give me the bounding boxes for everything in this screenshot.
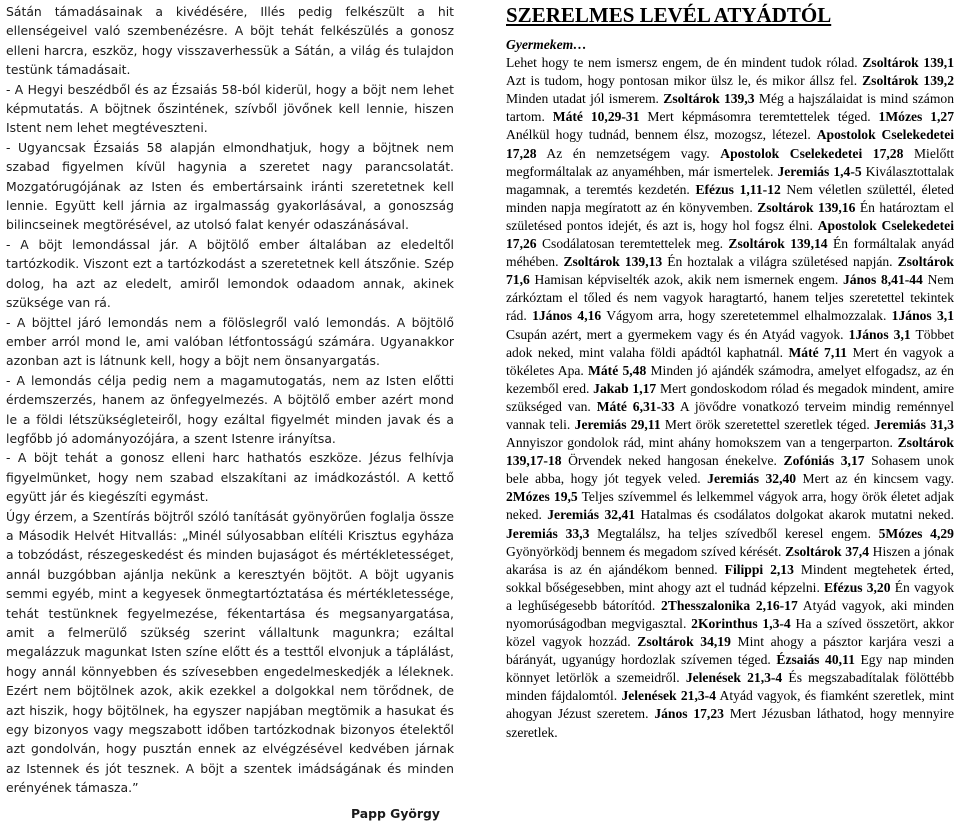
article-paragraph: - A böjttel járó lemondás nem a fölöslegről való lemondás. A böjtölő ember arról mond le, ami valóban létfontosságú számára. Ugyanakkor azonban azt is látnunk kell, hogy a böjt nem önsanyargatás. — [6, 314, 454, 369]
scripture-reference: Jeremiás 1,4-5 — [777, 163, 862, 179]
scripture-reference: 2Mózes 19,5 — [506, 489, 578, 505]
left-column-article — [6, 2, 454, 823]
letter-title: SZERELMES LEVÉL ATYÁDTÓL — [506, 3, 832, 27]
scripture-reference: Apostolok Cselekedetei 17,28 — [506, 127, 954, 161]
letter-text: Mert örök szeretettel szeretlek téged. — [660, 416, 875, 432]
scripture-reference: 1János 3,1 — [891, 308, 955, 324]
letter-text: Nem zárkóztam el tőled és nem vagyok haragtartó, hanem teljes szeretettel tekintek rád. — [506, 272, 954, 324]
letter-text: Hamisan képviselték azok, akik nem ismernek engem. — [529, 272, 843, 288]
letter-text: Hatalmas és csodálatos dolgokat akarok mutatni neked. — [635, 507, 954, 523]
letter-text: Minden jó ajándék számodra, amelyet elfogadsz, az én kezemből ered. — [506, 362, 954, 396]
letter-text: Teljes szívemmel és lelkemmel vágyok arra, hogy örök életet adjak neked. — [506, 489, 954, 523]
scripture-reference: Filippi 2,13 — [724, 561, 794, 577]
letter-text: Lehet hogy te nem ismersz engem, de én mindent tudok rólad. — [506, 55, 863, 71]
scripture-reference: Zsoltárok 37,4 — [785, 543, 869, 559]
letter-text: Egy nap minden könnyet letörlök a szemeidről. — [506, 652, 954, 686]
letter-text: Nem véletlen születtél, életed minden napja megíratott az én könyvemben. — [506, 181, 954, 215]
letter-text: Mielőtt megformáltalak az anyaméhben, már ismertelek. — [506, 145, 954, 179]
letter-text: Az én nemzetségem vagy. — [536, 145, 721, 161]
scripture-reference: Zsoltárok 139,17-18 — [506, 435, 954, 469]
scripture-reference: Efézus 3,20 — [824, 579, 891, 595]
scripture-reference: János 17,23 — [654, 706, 724, 722]
scripture-reference: Máté 6,31-33 — [596, 398, 675, 414]
scripture-reference: Zsoltárok 139,13 — [563, 254, 663, 270]
scripture-reference: Zsoltárok 139,2 — [862, 73, 954, 89]
letter-text: Csodálatosan teremtettelek meg. — [536, 236, 729, 252]
letter-text: A jövődre vonatkozó terveim mindig reménnyel vannak teli. — [506, 398, 954, 432]
letter-text: Mert képmásomra teremtettelek téged. — [639, 109, 879, 125]
letter-text: Hiszen a jónak akarása is az én ajándékom benned. — [506, 543, 955, 577]
scripture-reference: 2Thesszalonika 2,16-17 — [661, 597, 798, 613]
letter-text: Mert az én kincsem vagy. — [796, 471, 954, 487]
letter-text: Örvendek neked hangosan énekelve. — [561, 453, 784, 469]
scripture-reference: Zsoltárok 71,6 — [506, 254, 954, 288]
scripture-reference: Máté 7,11 — [788, 344, 848, 360]
scripture-reference: Zsoltárok 139,1 — [862, 55, 954, 71]
scripture-reference: Jeremiás 33,3 — [506, 525, 590, 541]
article-paragraph: Úgy érzem, a Szentírás böjtről szóló tanítását gyönyörűen foglalja össze a Második Helvét Hitvallás: „Minél súlyosabban elítéli Krisztus egyháza a tobzódást, részegeskedést és minden bujaságot és mértékletességet, annál buzgóbban ajánlja nekünk a keresztyén böjtöt. A böjt ugyanis semmi egyéb, mint a kegyesek önmegtartóztatása és mértékletessége, tehát testünknek fegyelmezése, fékentartása és megsanyargatása, amit a felmerülő szükség szerint vállaltunk magunkra; ezáltal megalázzuk magunkat Isten színe előtt és a testtől elvonjuk a táplálást, hogy annál könnyebben és szívesebben engedelmeskedjék a léleknek. Ezért nem böjtölnek azok, akik ezekkel a dolgokkal nem törődnek, de azt hiszik, hogy böjtölnek, ha egyszer napjában megtömik a hasukat és egy bizonyos vagy megszabott időben tartózkodnak bizonyos ételektől azt gondolván, hogy pusztán ennek az elvégzésével kedvében járnak az Istennek és jót tesznek. A böjt a szentek imádságának és minden erényének támasza.” — [6, 508, 454, 796]
scripture-reference: Apostolok Cselekedetei 17,26 — [506, 217, 954, 252]
scripture-reference: Zsoltárok 139,14 — [728, 236, 828, 252]
scripture-reference: Efézus 1,11-12 — [695, 181, 781, 197]
scripture-reference: Jelenések 21,3-4 — [685, 670, 783, 686]
letter-text: Én vagyok a leghűségesebb bátorítód. — [506, 579, 954, 613]
letter-text: Anélkül hogy tudnád, bennem élsz, mozogsz, létezel. — [506, 127, 817, 143]
scripture-reference: Máté 5,48 — [588, 362, 647, 378]
article-paragraph: - Ugyancsak Ézsaiás 58 alapján elmondhatjuk, hogy a böjtnek nem szabad figyelmen kívül hagynia a szeretet nagy parancsolatát. Mozgatórugójának az Isten és embertársaink iránti szeretetnek kell lennie. Együtt kell járnia az irgalmasság gyakorlásával, a gonoszság bilincseinek megtörésével, az utolsó falat kenyér odaszánásával. — [6, 139, 454, 233]
letter-text: Annyiszor gondolok rád, mint ahány homokszem van a tengerparton. — [506, 435, 898, 451]
letter-text: Még a hajszálaidat is mind számon tartom. — [506, 91, 955, 125]
article-paragraph: - A böjt tehát a gonosz elleni harc hathatós eszköze. Jézus felhívja figyelmünket, hogy nem szabad elszakítani az imádkozástól. A kettő együtt jár és kiegészíti egymást. — [6, 450, 454, 505]
scripture-reference: Apostolok Cselekedetei 17,28 — [720, 145, 904, 161]
letter-text: Atyád vagyok, aki minden nyomorúságodban megvigasztal. — [506, 597, 954, 631]
letter-text: Azt is tudom, hogy pontosan mikor ülsz le, és mikor állsz fel. — [506, 73, 863, 89]
scripture-reference: 5Mózes 4,29 — [878, 525, 954, 541]
letter-text: Mert gondoskodom rólad és megadok mindent, amire szükséged van. — [506, 380, 954, 414]
scripture-reference: 1János 4,16 — [532, 308, 602, 324]
letter-text: Csupán azért, mert a gyermekem vagy és én Atyád vagyok. — [506, 326, 849, 342]
letter-text: Megtalálsz, ha teljes szívedből keresel engem. — [589, 525, 879, 541]
article-paragraph: - A lemondás célja pedig nem a magamutogatás, nem az Isten előtti érdemszerzés, hanem az önfegyelmezés. A böjtölő ember azért mond le a földi létszükségleteiről, hogy ezáltal figyelmét minden javak és a legfőbb jó adományozójára, a szent Istenre irányítsa. — [6, 372, 454, 446]
scripture-reference: Jakab 1,17 — [593, 380, 657, 396]
letter-text: Sohasem unok bele abba, hogy jót tegyek veled. — [506, 453, 954, 487]
letter-text: Vágyom arra, hogy szeretetemmel elhalmozzalak. — [601, 308, 892, 324]
scripture-reference: János 8,41-44 — [843, 272, 923, 288]
scripture-reference: Jeremiás 29,11 — [574, 416, 661, 432]
letter-text: Gyönyörködj bennem és megadom szíved kérését. — [506, 543, 786, 559]
article-paragraph: - A böjt lemondással jár. A böjtölő ember általában az eledeltől tartózkodik. Viszont ezt a tartózkodást a szeretetnek kell átszőnie. Szép dolog, ha azt az eledelt, amiről lemondok odaadom annak, akinek szüksége van rá. — [6, 236, 454, 311]
letter-text: Mert Jézusban láthatod, hogy mennyire szeretlek. — [506, 706, 955, 740]
scripture-reference: 1János 3,1 — [848, 326, 911, 342]
article-paragraph: Sátán támadásainak a kivédésére, Illés pedig felkészült a hit ellenségeivel való szembenézésre. A böjt tehát felkészülés a gonosz elleni harcra, eszköz, hogy visszaverhessük a Sátán, a világ és tulajdon testünk támadásait. — [6, 4, 454, 78]
article-body — [6, 2, 454, 798]
scripture-reference: Máté 10,29-31 — [552, 109, 640, 125]
article-paragraph: - A Hegyi beszédből és az Ézsaiás 58-ból kiderül, hogy a böjt nem lehet képmutatás. A böjtnek őszintének, szívből jövőnek kell lennie, hiszen Istent nem lehet megtéveszteni. — [6, 81, 454, 136]
scripture-reference: Zsoltárok 139,16 — [757, 199, 856, 215]
letter-text: Mert én vagyok a tökéletes Apa. — [506, 344, 955, 378]
scripture-reference: Ézsaiás 40,11 — [776, 652, 855, 668]
letter-text: Én hoztalak a világra születésed napján. — [662, 254, 898, 270]
letter-greeting: Gyermekem… — [506, 37, 587, 52]
letter-text: És megszabadítalak fölöttébb minden fájdalomtól. — [506, 670, 954, 704]
letter-text: Ha a szíved összetört, akkor közel vagyok hozzád. — [506, 616, 954, 650]
letter-text: Én formáltalak anyád méhében. — [506, 236, 955, 270]
scripture-reference: Zsoltárok 34,19 — [637, 634, 731, 650]
scripture-reference: Jelenések 21,3-4 — [621, 688, 716, 704]
scripture-reference: Jeremiás 32,40 — [707, 471, 797, 487]
letter-text: Többet adok neked, mint valaha földi apádtól kaphatnál. — [506, 326, 954, 360]
letter-text: Minden utadat jól ismerem. — [506, 91, 664, 107]
right-column-letter — [506, 2, 954, 742]
letter-text: Atyád vagyok, és fiamként szeretlek, mint ahogyan Jézust szeretem. — [506, 688, 954, 722]
scripture-reference: Zsoltárok 139,3 — [663, 91, 755, 107]
scripture-reference: Zofóniás 3,17 — [783, 453, 865, 469]
letter-text: Én határoztam el születésed pontos idejét, és azt is, hogy hol fogsz élni. — [506, 199, 954, 233]
letter-text: Mindent megtehetek érted, sokkal bőségesebben, mint ahogy azt el tudnád képzelni. — [506, 561, 955, 595]
scripture-reference: 2Korinthus 1,3-4 — [691, 616, 791, 631]
author-signature: Papp György — [351, 805, 440, 821]
scripture-reference: 1Mózes 1,27 — [878, 109, 954, 125]
letter-body — [506, 54, 954, 742]
letter-text: Mint ahogy a pásztor karjára veszi a bárányát, ugyanúgy hordozlak szívemen téged. — [506, 634, 954, 668]
scripture-reference: Jeremiás 31,3 — [874, 416, 954, 432]
letter-text: Kiválasztottalak magamnak, a teremtés kezdetén. — [506, 163, 955, 197]
scripture-reference: Jeremiás 32,41 — [547, 507, 636, 523]
